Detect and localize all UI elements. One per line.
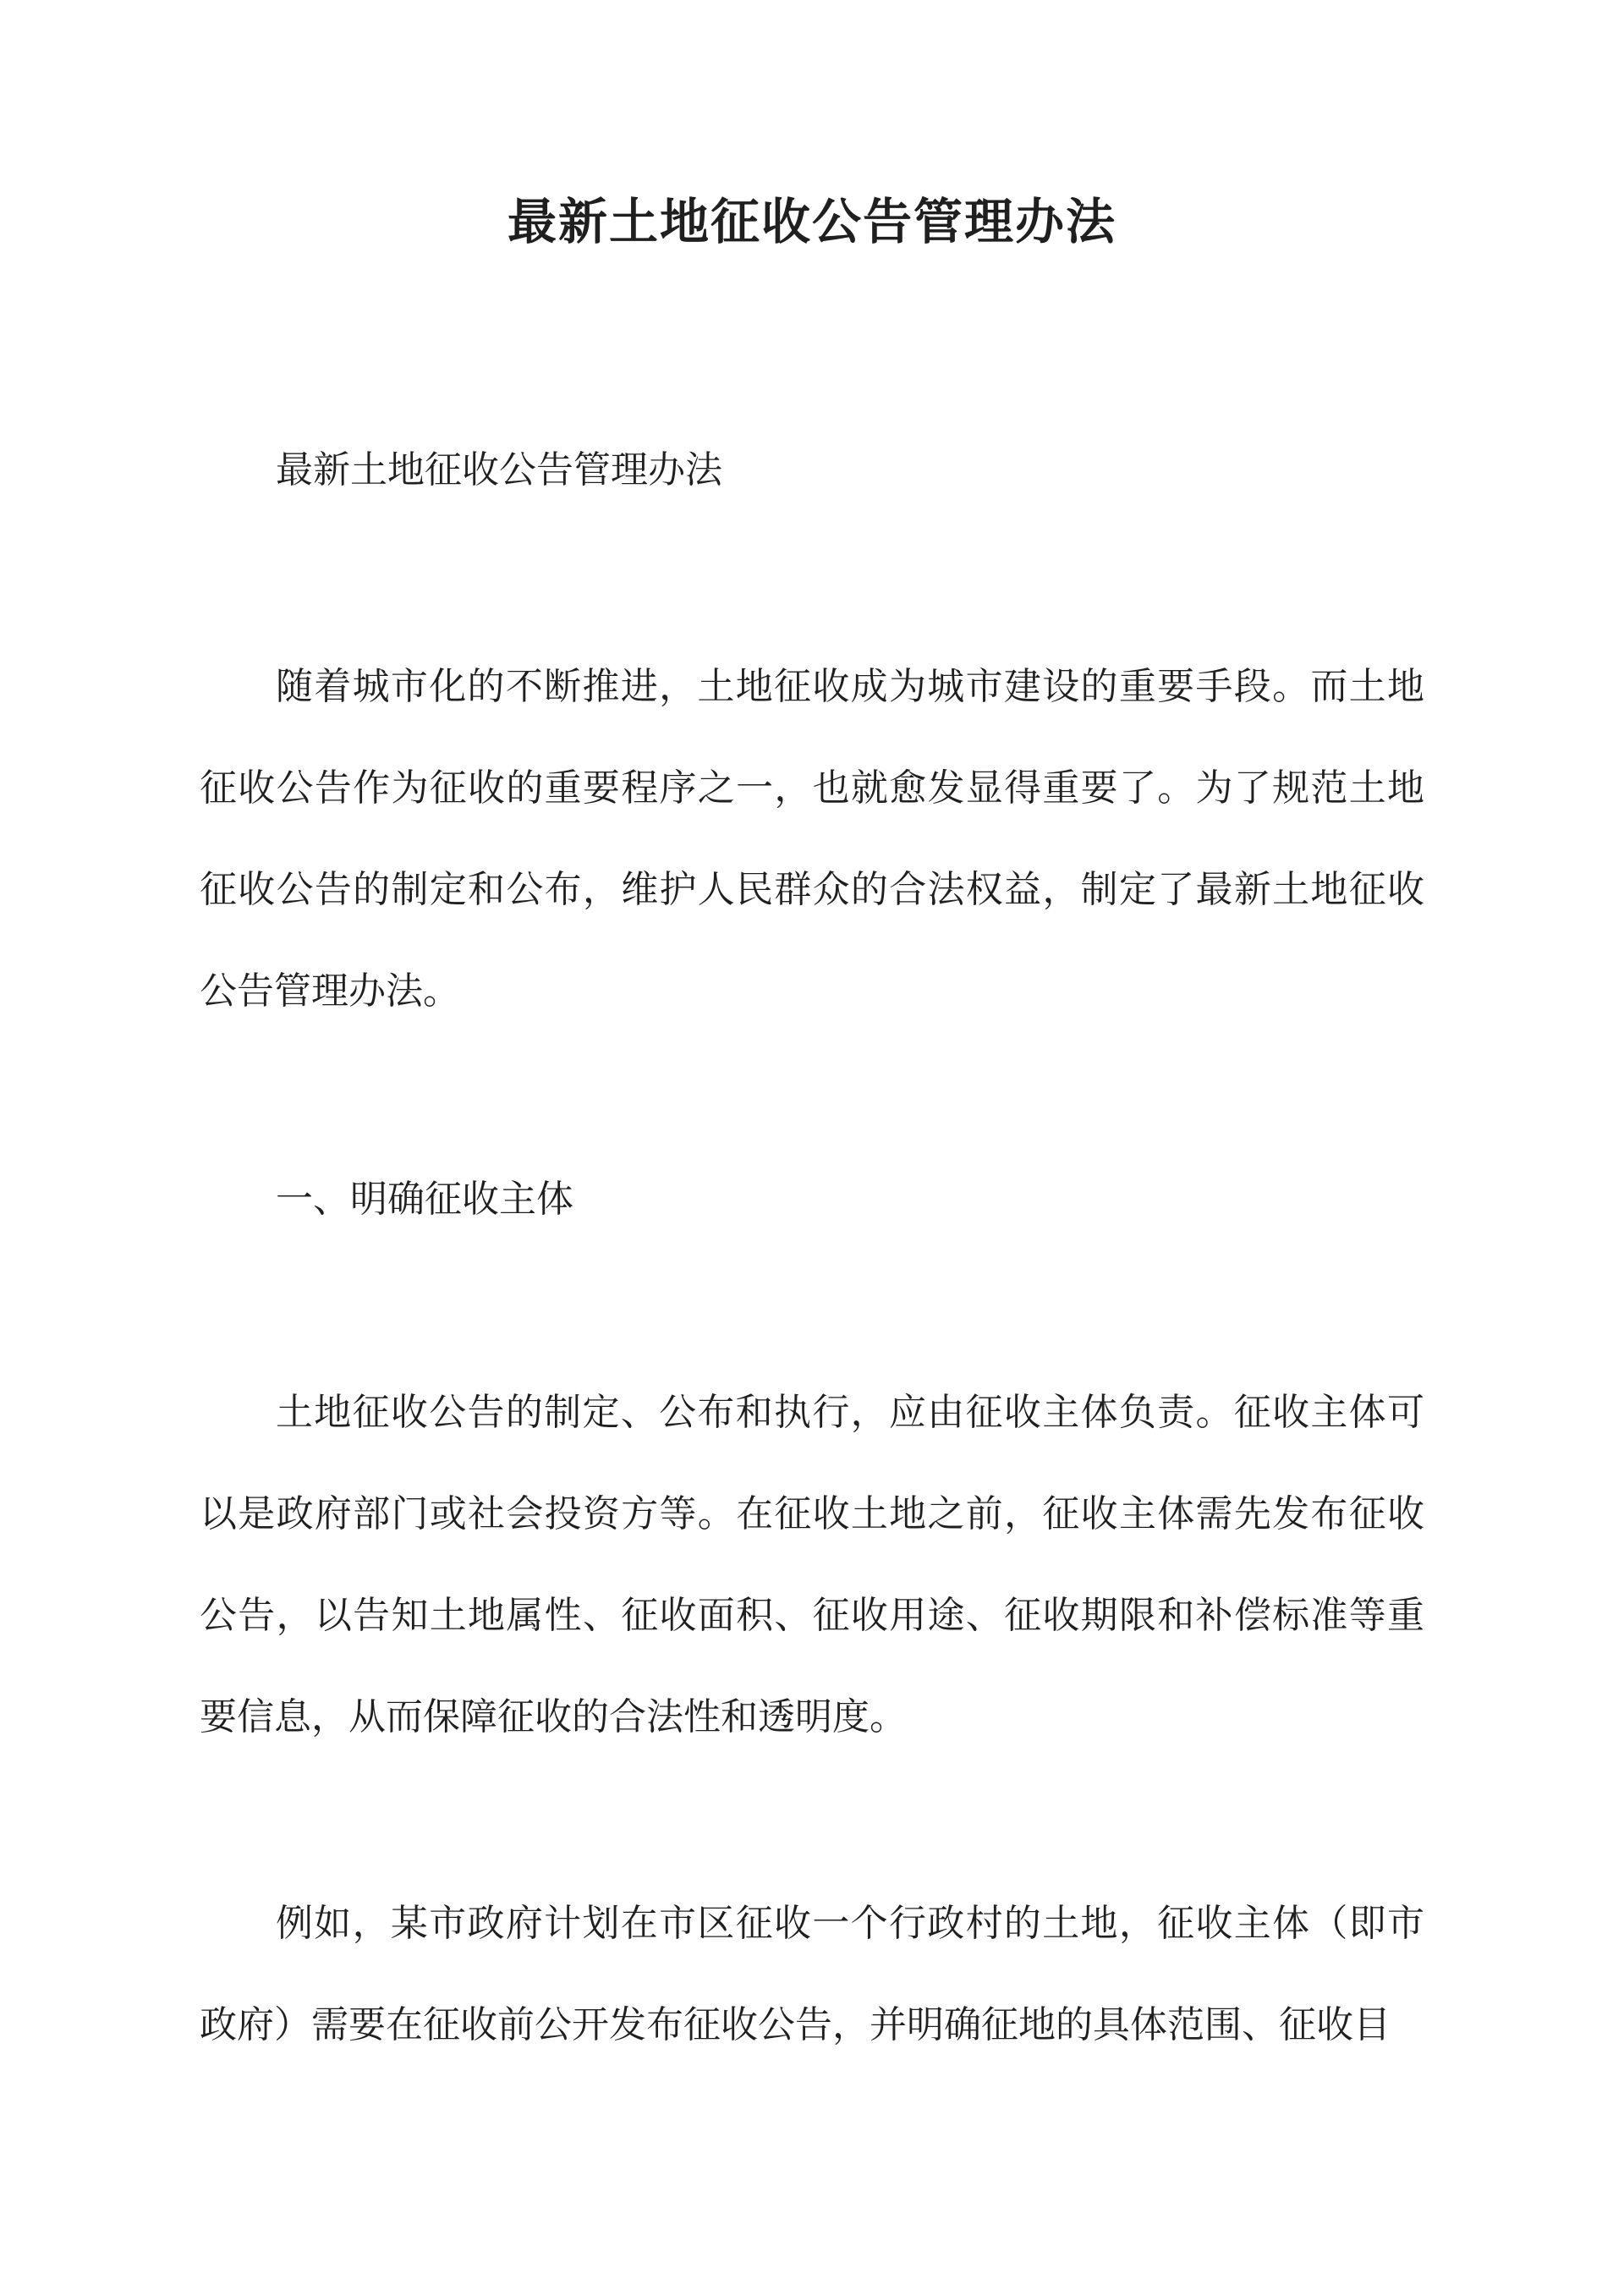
document-subtitle: 最新土地征收公告管理办法	[276, 448, 722, 492]
document-title: 最新土地征收公告管理办法	[507, 193, 1116, 250]
intro-paragraph: 随着城市化的不断推进，土地征收成为城市建设的重要手段。而土地征收公告作为征收的重要程序之一，也就愈发显得重要了。为了规范土地征收公告的制定和公布，维护人民群众的合法权益，制定了最新土地征收公告管理办法。	[200, 665, 1424, 1013]
body-paragraph: 土地征收公告的制定、公布和执行，应由征收主体负责。征收主体可以是政府部门或社会投资方等。在征收土地之前，征收主体需先发布征收公告，以告知土地属性、征收面积、征收用途、征收期限和补偿标准等重要信息，从而保障征收的合法性和透明度。	[200, 1391, 1424, 1738]
body-paragraph: 例如，某市政府计划在市区征收一个行政村的土地，征收主体（即市政府）需要在征收前公开发布征收公告，并明确征地的具体范围、征收目	[200, 1902, 1424, 2046]
section-heading: 一、明确征收主体	[276, 1178, 573, 1221]
